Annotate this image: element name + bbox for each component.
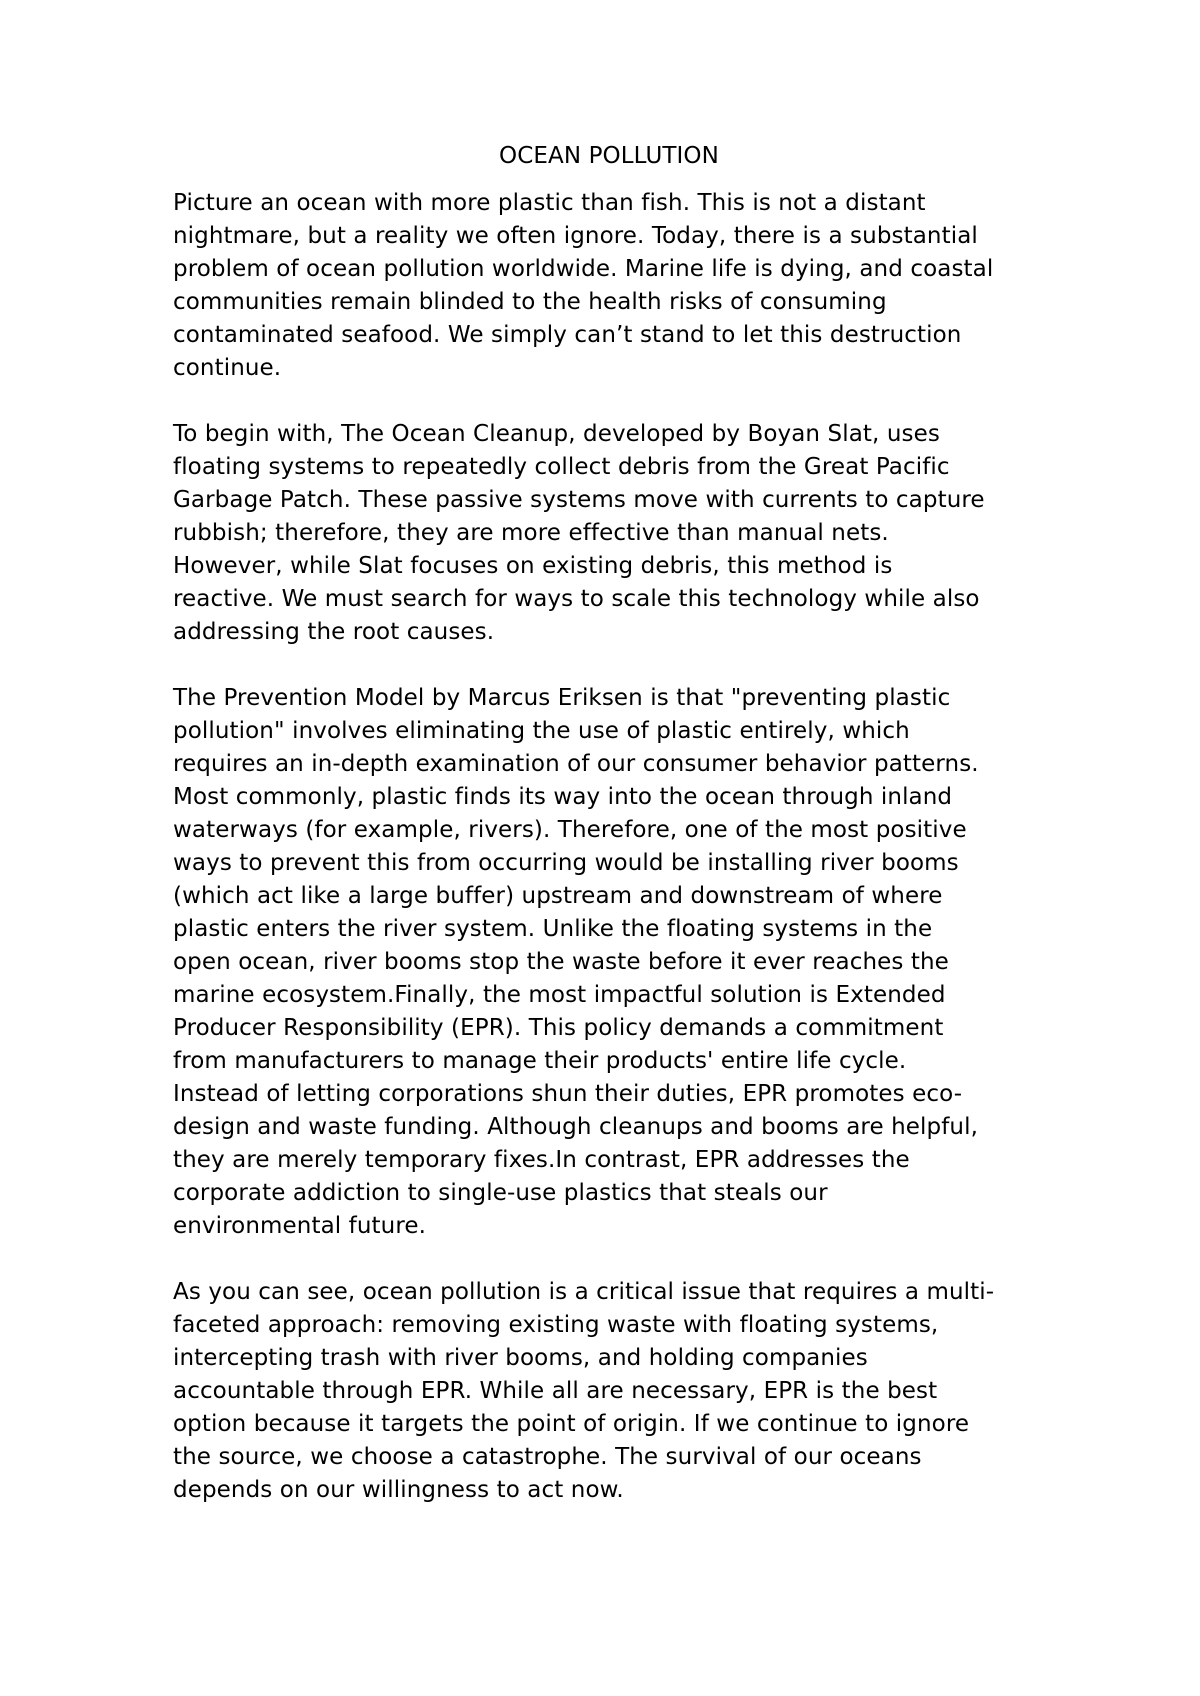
text-line: the source, we choose a catastrophe. The survival of our oceans [173,1444,922,1470]
text-line: they are merely temporary fixes.In contrast, EPR addresses the [173,1147,910,1173]
text-line: reactive. We must search for ways to scale this technology while also [173,586,980,612]
paragraph-conclusion [173,1276,1053,1507]
paragraph-intro [173,187,1053,385]
text-line: corporate addiction to single-use plastics that steals our [173,1180,828,1206]
text-line: from manufacturers to manage their products' entire life cycle. [173,1048,907,1074]
document-body [173,140,1053,1540]
text-line: contaminated seafood. We simply can’t stand to let this destruction [173,322,962,348]
text-line: rubbish; therefore, they are more effective than manual nets. [173,520,889,546]
text-line: requires an in-depth examination of our consumer behavior patterns. [173,751,979,777]
text-line: As you can see, ocean pollution is a critical issue that requires a multi- [173,1279,995,1305]
text-line: addressing the root causes. [173,619,495,645]
text-line: Producer Responsibility (EPR). This policy demands a commitment [173,1015,944,1041]
text-line: nightmare, but a reality we often ignore. Today, there is a substantial [173,223,978,249]
text-line: open ocean, river booms stop the waste before it ever reaches the [173,949,949,975]
text-line: (which act like a large buffer) upstream and downstream of where [173,883,943,909]
text-line: problem of ocean pollution worldwide. Marine life is dying, and coastal [173,256,994,282]
text-line: The Prevention Model by Marcus Eriksen is that "preventing plastic [173,685,951,711]
text-line: Picture an ocean with more plastic than fish. This is not a distant [173,190,926,216]
text-line: Most commonly, plastic finds its way into the ocean through inland [173,784,953,810]
text-line: floating systems to repeatedly collect debris from the Great Pacific [173,454,950,480]
text-line: marine ecosystem.Finally, the most impactful solution is Extended [173,982,946,1008]
text-line: ways to prevent this from occurring would be installing river booms [173,850,959,876]
text-line: communities remain blinded to the health risks of consuming [173,289,887,315]
document-title: OCEAN POLLUTION [499,143,719,169]
text-line: waterways (for example, rivers). Therefore, one of the most positive [173,817,967,843]
text-line: plastic enters the river system. Unlike the floating systems in the [173,916,933,942]
text-line: continue. [173,355,282,381]
text-line: However, while Slat focuses on existing debris, this method is [173,553,893,579]
text-line: Garbage Patch. These passive systems move with currents to capture [173,487,985,513]
text-line: design and waste funding. Although cleanups and booms are helpful, [173,1114,979,1140]
text-line: pollution" involves eliminating the use of plastic entirely, which [173,718,910,744]
text-line: option because it targets the point of origin. If we continue to ignore [173,1411,970,1437]
paragraph-prevention-model [173,682,1053,1243]
text-line: faceted approach: removing existing waste with floating systems, [173,1312,939,1338]
text-line: Instead of letting corporations shun their duties, EPR promotes eco- [173,1081,963,1107]
text-line: intercepting trash with river booms, and holding companies [173,1345,868,1371]
text-line: accountable through EPR. While all are necessary, EPR is the best [173,1378,938,1404]
text-line: environmental future. [173,1213,427,1239]
text-line: To begin with, The Ocean Cleanup, developed by Boyan Slat, uses [173,421,940,447]
text-line: depends on our willingness to act now. [173,1477,624,1503]
paragraph-ocean-cleanup [173,418,1053,649]
